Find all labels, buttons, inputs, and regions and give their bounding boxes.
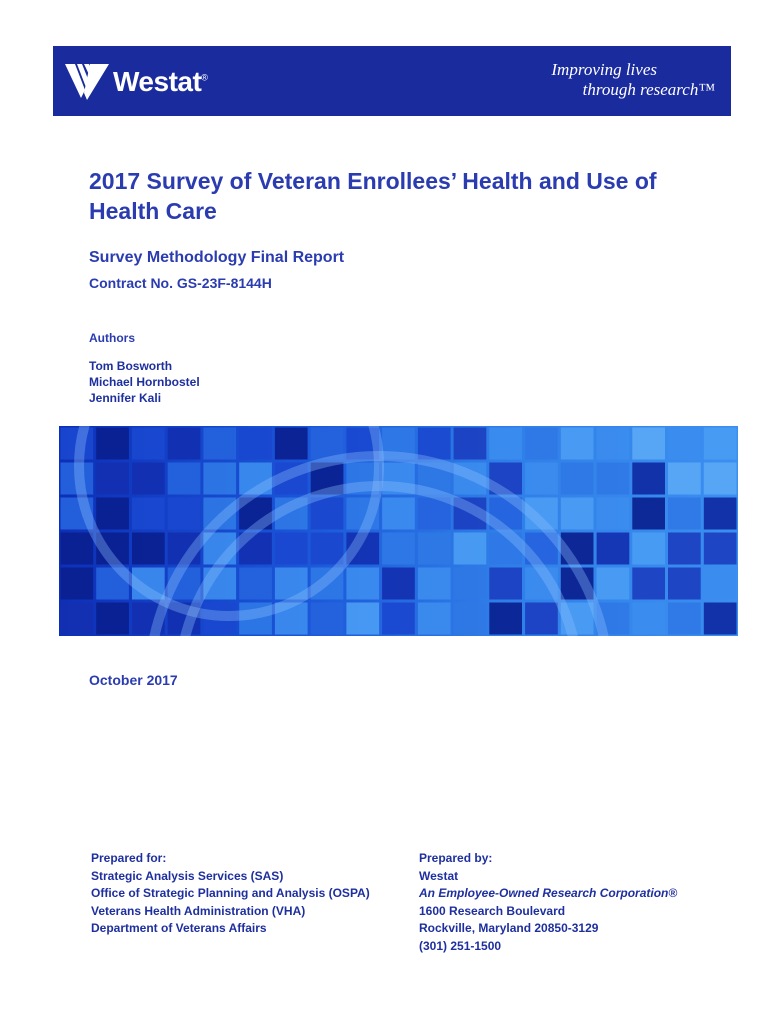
mosaic-tile	[382, 603, 415, 635]
mosaic-tile	[704, 498, 737, 530]
mosaic-tile	[454, 533, 487, 565]
mosaic-tile	[597, 568, 630, 600]
mosaic-tile	[275, 533, 308, 565]
prepared-for-line: Office of Strategic Planning and Analysis (OSPA)	[91, 886, 370, 900]
contract-number: Contract No. GS-23F-8144H	[89, 275, 272, 291]
mosaic-tile	[668, 428, 701, 460]
prepared-by-phone: (301) 251-1500	[419, 938, 502, 953]
mosaic-tile	[382, 498, 415, 530]
mosaic-tile	[203, 463, 236, 495]
mosaic-tile	[96, 603, 129, 635]
mosaic-tile	[454, 568, 487, 600]
westat-tagline	[551, 60, 715, 100]
mosaic-tile	[632, 428, 665, 460]
prepared-by-block	[419, 850, 677, 955]
mosaic-tile	[346, 603, 379, 635]
mosaic-tile	[418, 568, 451, 600]
mosaic-tile	[704, 603, 737, 635]
author-name: Michael Hornbostel	[89, 375, 200, 389]
mosaic-tile	[382, 568, 415, 600]
prepared-by-org: Westat	[419, 868, 459, 883]
mosaic-tile	[668, 568, 701, 600]
report-date: October 2017	[89, 672, 178, 688]
mosaic-tile	[132, 428, 165, 460]
tagline-line-1: Improving lives	[551, 60, 657, 79]
mosaic-tile	[632, 568, 665, 600]
mosaic-tile	[203, 428, 236, 460]
prepared-for-heading: Prepared for:	[91, 851, 167, 865]
mosaic-tile	[418, 603, 451, 635]
mosaic-tile	[525, 463, 558, 495]
mosaic-tile	[382, 533, 415, 565]
mosaic-tile	[597, 498, 630, 530]
mosaic-tile	[525, 428, 558, 460]
mosaic-tile	[239, 428, 272, 460]
author-name: Tom Bosworth	[89, 359, 173, 373]
mosaic-tile	[311, 603, 344, 635]
mosaic-tile	[96, 463, 129, 495]
mosaic-tile	[489, 568, 522, 600]
westat-logo-icon	[65, 60, 109, 100]
mosaic-tile	[668, 463, 701, 495]
mosaic-tile	[418, 533, 451, 565]
mosaic-tile	[168, 498, 201, 530]
mosaic-tile	[311, 533, 344, 565]
mosaic-tile	[704, 568, 737, 600]
mosaic-tile	[561, 428, 594, 460]
mosaic-tile	[632, 463, 665, 495]
mosaic-tile	[96, 428, 129, 460]
mosaic-tile	[704, 428, 737, 460]
mosaic-tile	[597, 428, 630, 460]
report-subtitle: Survey Methodology Final Report	[89, 249, 345, 266]
mosaic-tile	[489, 603, 522, 635]
mosaic-tile	[489, 428, 522, 460]
prepared-for-line: Department of Veterans Affairs	[91, 921, 267, 935]
mosaic-tile	[61, 568, 94, 600]
mosaic-tile	[168, 463, 201, 495]
mosaic-tile	[525, 603, 558, 635]
mosaic-tile	[561, 463, 594, 495]
prepared-by-address-1: 1600 Research Boulevard	[419, 903, 566, 918]
authors-heading: Authors	[89, 331, 135, 345]
mosaic-tile	[132, 498, 165, 530]
mosaic-tile	[597, 463, 630, 495]
mosaic-tile	[61, 533, 94, 565]
westat-header-banner	[53, 46, 731, 116]
prepared-by-address-2: Rockville, Maryland 20850-3129	[419, 921, 599, 935]
prepared-for-line: Veterans Health Administration (VHA)	[91, 903, 306, 918]
mosaic-tile	[632, 533, 665, 565]
mosaic-tile	[239, 568, 272, 600]
mosaic-tile	[668, 533, 701, 565]
mosaic-tile	[454, 603, 487, 635]
prepared-for-block	[91, 850, 370, 938]
mosaic-tile	[668, 498, 701, 530]
mosaic-tile	[96, 498, 129, 530]
mosaic-tile	[632, 603, 665, 635]
mosaic-tile	[704, 533, 737, 565]
prepared-by-heading: Prepared by:	[419, 851, 493, 865]
prepared-for-line: Strategic Analysis Services (SAS)	[91, 868, 284, 883]
mosaic-tile	[168, 428, 201, 460]
westat-logo-wordmark: Westat®	[113, 66, 208, 97]
mosaic-tile	[597, 533, 630, 565]
mosaic-tile	[561, 498, 594, 530]
mosaic-tile	[275, 428, 308, 460]
mosaic-tile	[632, 498, 665, 530]
mosaic-tile	[346, 568, 379, 600]
mosaic-tile	[132, 463, 165, 495]
mosaic-tile	[668, 603, 701, 635]
mosaic-tile	[132, 533, 165, 565]
report-title: 2017 Survey of Veteran Enrollees’ Health and Use of Health Care	[89, 168, 657, 224]
author-name: Jennifer Kali	[89, 391, 162, 405]
mosaic-tile	[61, 603, 94, 635]
blue-mosaic-grid-image	[59, 426, 738, 636]
mosaic-tile	[311, 498, 344, 530]
mosaic-tile	[704, 463, 737, 495]
tagline-line-2: through research™	[582, 80, 715, 99]
mosaic-tile	[454, 428, 487, 460]
authors-list	[89, 358, 200, 406]
mosaic-tile	[418, 428, 451, 460]
prepared-by-tagline: An Employee-Owned Research Corporation®	[419, 886, 678, 900]
